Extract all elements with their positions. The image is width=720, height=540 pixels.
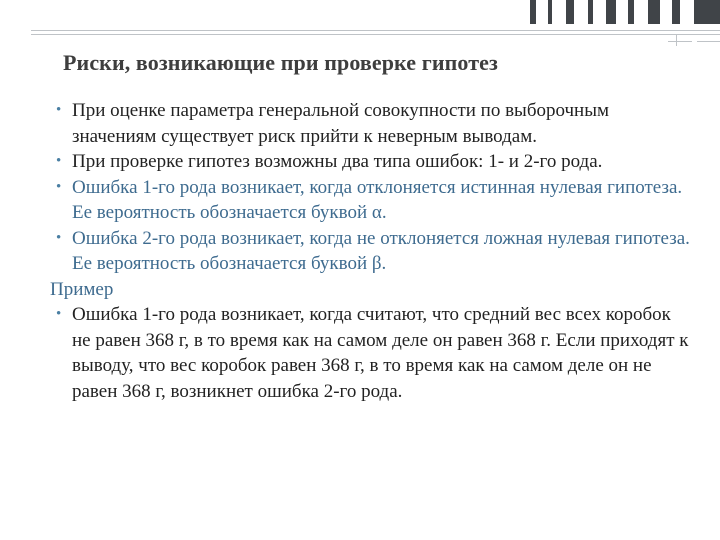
bullet-item <box>50 175 690 226</box>
divider-line <box>697 41 720 42</box>
bullet-icon: • <box>56 102 62 118</box>
top-bar-corner <box>694 0 720 24</box>
bullet-icon: • <box>56 153 62 169</box>
decor-stripe <box>648 0 660 24</box>
decor-stripe <box>530 0 536 24</box>
decor-stripe <box>628 0 634 24</box>
bullet-item <box>50 302 690 404</box>
top-bar <box>0 0 720 24</box>
decor-stripe <box>672 0 680 24</box>
bullet-text: При оценке параметра генеральной совокупности по выборочным значениям существует риск прийти к неверным выводам. <box>72 100 610 147</box>
slide-content <box>50 98 690 404</box>
slide-title: Риски, возникающие при проверке гипотез <box>63 50 498 75</box>
decor-stripe <box>548 0 552 24</box>
bullet-icon: • <box>56 229 62 246</box>
bullet-item <box>50 98 690 149</box>
decor-stripe <box>606 0 616 24</box>
divider-line <box>31 34 720 35</box>
divider-line <box>668 41 692 42</box>
bullet-text: Ошибка 1-го рода возникает, когда считают, что средний вес всех коробок не равен 368 г, в то время как на самом деле он равен 368 г. Если приходят к выводу, что вес коробок равен 368 г, в то время как на самом деле он не равен 368 г, возникнет ошибка 2-го рода. <box>72 304 689 402</box>
bullet-item <box>50 149 690 175</box>
bullet-text: При проверке гипотез возможны два типа ошибок: 1- и 2-го рода. <box>72 151 603 172</box>
bullet-text: Ошибка 1-го рода возникает, когда отклоняется истинная нулевая гипотеза. Ее вероятность обозначается буквой α. <box>72 176 683 223</box>
decor-stripe <box>566 0 574 24</box>
bullet-item <box>50 226 690 277</box>
bullet-text: Ошибка 2-го рода возникает, когда не отклоняется ложная нулевая гипотеза. Ее вероятность обозначается буквой β. <box>72 227 690 274</box>
divider-line <box>31 30 720 31</box>
decor-stripe <box>588 0 593 24</box>
example-label: Пример <box>50 278 114 300</box>
bullet-icon: • <box>56 306 62 322</box>
bullet-icon: • <box>56 178 62 195</box>
